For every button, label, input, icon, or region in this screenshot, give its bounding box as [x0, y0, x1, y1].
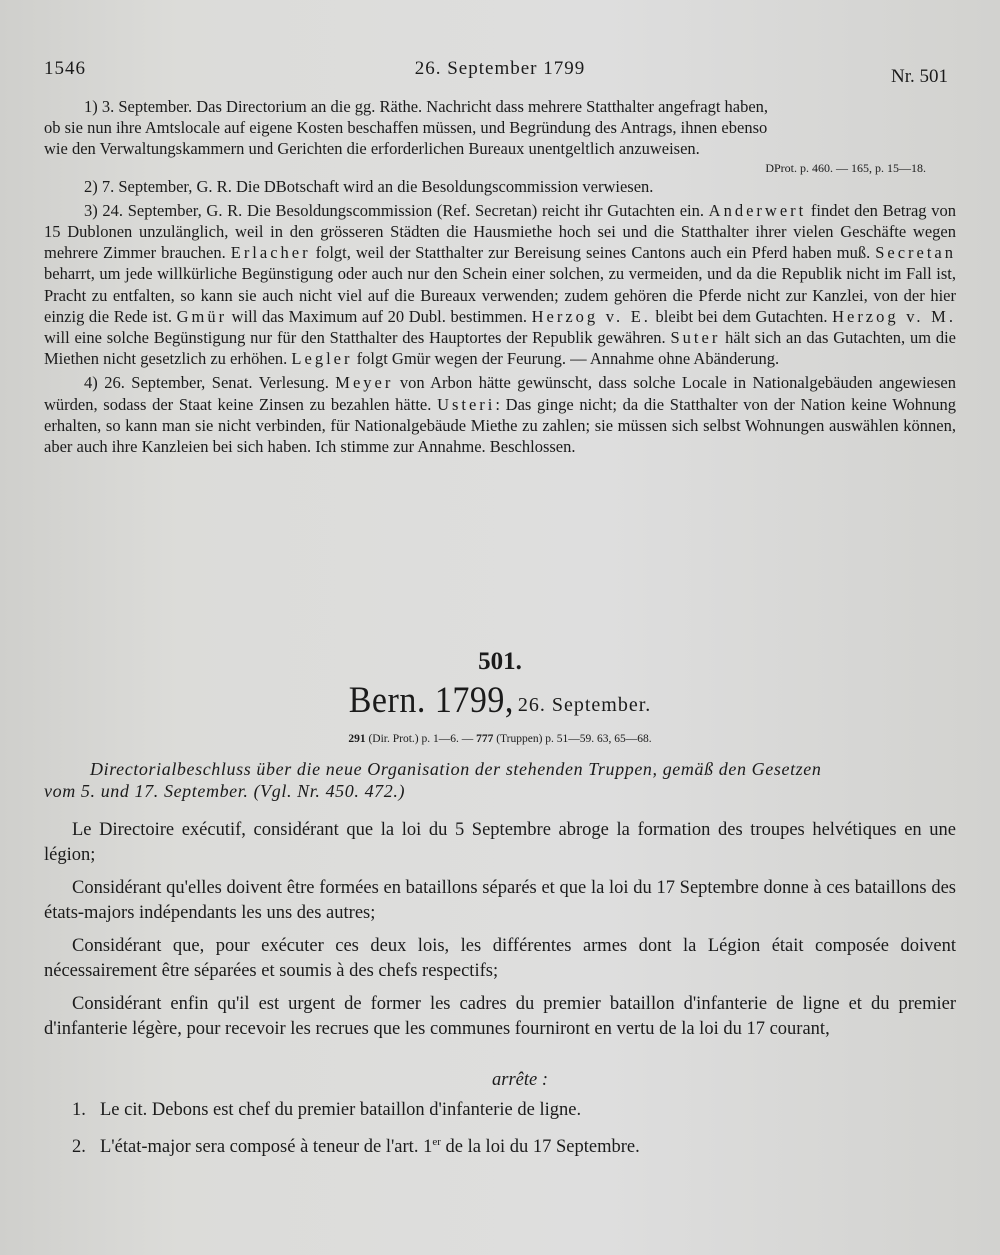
p3-segment: folgt, weil der Statthalter zur Bereisung seines Cantons auch ein Pferd haben muß. [310, 243, 876, 263]
p3-segment: bleibt bei dem Gutachten. [650, 306, 833, 326]
french-paragraphs [44, 818, 956, 1042]
p3-segment: Legler [291, 349, 353, 369]
entry-501-body [44, 758, 956, 1050]
p3-segment: Suter [670, 328, 721, 348]
entry-501-date: 26. September. [517, 694, 652, 716]
french-paragraph-3 [44, 934, 956, 984]
french-paragraph-1-text: Le Directoire exécutif, considérant que la loi du 5 Septembre abroge la formation des troupes helvétiques en une légion; [44, 820, 956, 865]
source-text-1: (Dir. Prot.) p. 1—6. — [365, 733, 477, 745]
entry-500-paragraph-4 [44, 372, 956, 457]
p4-segment: Usteri [437, 394, 496, 414]
entry-500-block [44, 96, 956, 457]
p3-segment: 3) 24. September, G. R. Die Besoldungscommission (Ref. Secretan) reicht ihr Gutachten ein. [84, 200, 709, 220]
entry-number-header: Nr. 501 [891, 66, 948, 87]
article-item-1 [72, 1100, 581, 1121]
p4-segment: 4) 26. September, Senat. Verlesung. [84, 373, 336, 393]
article-2-text-after: de la loi du 17 Septembre. [440, 1137, 640, 1158]
french-paragraph-1 [44, 818, 956, 868]
entry-501-sources [0, 733, 1000, 745]
p3-segment: hält sich an das Gutachten, um die Miethen nicht gesetzlich zu erhöhen. [44, 328, 956, 369]
french-paragraph-3-text: Considérant que, pour exécuter ces deux lois, les différentes armes dont la Légion était composée doivent nécessairement être séparées et soumis à des chefs respectifs; [44, 936, 956, 981]
p1-line-1: 1) 3. September. Das Directorium an die gg. Räthe. Nachricht dass mehrere Statthalter angefragt haben, [84, 97, 769, 116]
article-item-2 [72, 1136, 640, 1158]
article-2-number: 2. [72, 1137, 86, 1158]
french-paragraph-2 [44, 876, 956, 926]
p3-segment: beharrt, um jede willkürliche Begünstigung oder auch nur den Schein einer solchen, zu vermeiden, und da die Republik nicht im Fall ist, Pracht zu entfalten, so kann sie auch nicht viel auf die Bureaux verwenden; zudem gehören die Pferde nicht zur Kanzlei, von der hier einzig die Rede ist. [44, 264, 956, 326]
french-paragraph-4 [44, 992, 956, 1042]
entry-501-place: Bern. 1799, [348, 680, 514, 721]
p3-segment: Anderwert [708, 200, 807, 220]
article-1-text: Le cit. Debons est chef du premier bataillon d'infanterie de ligne. [100, 1100, 582, 1120]
article-2-superscript: er [432, 1136, 441, 1148]
french-paragraph-4-text: Considérant enfin qu'il est urgent de former les cadres du premier bataillon d'infanterie de ligne et du premier d'infanterie légère, pour recevoir les recrues que les communes fourniront en vertu de la loi du 17 courant, [44, 994, 956, 1039]
entry-500-paragraph-2 [44, 176, 956, 197]
article-2-text-before: L'état-major sera composé à teneur de l'art. 1 [100, 1137, 433, 1158]
source-num-2: 777 [476, 733, 494, 745]
entry-500-paragraph-3 [44, 200, 956, 370]
p3-segment: Erlacher [230, 243, 311, 263]
arrete-heading: arrête : [492, 1070, 548, 1090]
p3-segment: will eine solche Begünstigung nur für den Statthalter des Hauptortes der Republik gewähren. [44, 328, 671, 348]
entry-500-paragraph-1 [44, 96, 956, 160]
article-1-number: 1. [72, 1100, 86, 1120]
p2-text: 2) 7. September, G. R. Die DBotschaft wird an die Besoldungscommission verwiesen. [84, 176, 654, 196]
description-line-2: vom 5. und 17. September. (Vgl. Nr. 450. 472.) [44, 781, 406, 801]
french-paragraph-2-text: Considérant qu'elles doivent être formées en bataillons séparés et que la loi du 17 Septembre donne à ces bataillons des états-majors indépendants les uns des autres; [44, 878, 956, 923]
p3-segment: Gmür [176, 306, 228, 326]
running-head [0, 58, 1000, 92]
p3-segment: Herzog v. E. [531, 306, 651, 326]
entry-501-place-date [0, 682, 1000, 720]
page-number: 1546 [44, 58, 86, 79]
p4-segment: Meyer [335, 373, 394, 393]
p1-line-3: wie den Verwaltungskammern und Gerichten die erforderlichen Bureaux unentgeltlich anzuweisen. [44, 139, 700, 159]
description-line-1: Directorialbeschluss über die neue Organisation der stehenden Truppen, gemäß den Gesetzen [90, 759, 822, 779]
running-head-date: 26. September 1799 [414, 58, 586, 79]
p4-segment: : Das ginge nicht; da die Statthalter von der Nation keine Wohnung erhalten, so kann man sie nicht verbinden, für Nationalgebäude Miethe zu zahlen; sie müssen sich selbst Wohnungen auswählen können, aber auch ihre Kanzleien bei sich haben. Ich stimme zur Annahme. Beschlossen. [44, 394, 956, 457]
entry-501-number: 501. [478, 648, 522, 675]
p3-segment: Secretan [875, 243, 956, 263]
source-num-1: 291 [348, 733, 366, 745]
p3-segment: Herzog v. M. [832, 306, 956, 326]
p4-segment: von Arbon hätte gewünscht, dass solche Locale in Nationalgebäuden angewiesen würden, sodass der Staat keine Zinsen zu bezahlen hätte. [44, 373, 956, 414]
source-text-2: (Truppen) p. 51—59. 63, 65—68. [493, 733, 652, 745]
p1-reference: DProt. p. 460. — 165, p. 15—18. [765, 160, 926, 175]
p3-segment: findet den Betrag von 15 Dublonen unzulänglich, weil in den grösseren Städten die Hausmiethe hoch sei und die Statthalter ihrer vielen Geschäfte wegen mehrere Zimmer brauchen. [44, 200, 956, 263]
p3-segment: will das Maximum auf 20 Dubl. bestimmen. [227, 306, 532, 326]
entry-501-description [44, 758, 956, 802]
p1-line-2: ob sie nun ihre Amtslocale auf eigene Kosten beschaffen müssen, und Begründung des Antrags, ihnen ebenso [44, 118, 768, 138]
p3-segment: folgt Gmür wegen der Feurung. — Annahme ohne Abänderung. [352, 349, 780, 369]
